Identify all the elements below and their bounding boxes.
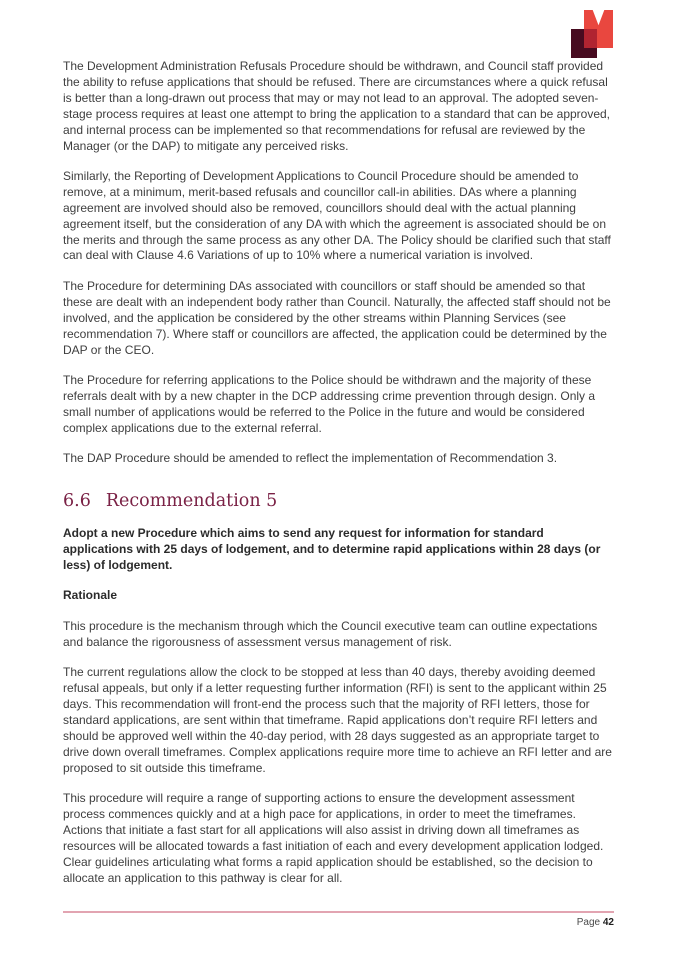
footer-divider [63,911,614,913]
recommendation-summary: Adopt a new Procedure which aims to send any request for information for standard applications with 25 days of lodgement, and to determine rapid applications within 28 days (or less) of lodgement. [63,525,601,572]
paragraph: The Procedure for referring applications to the Police should be withdrawn and the majority of these referrals dealt with by a new chapter in the DCP addressing crime prevention through design. Only a small number of applications would be referred to the Police in the future and would be considered complex applications due to the external referral. [63,372,596,435]
logo-overlap-square-icon [584,29,597,48]
paragraph: The Development Administration Refusals Procedure should be withdrawn, and Council staff provided the ability to refuse applications that should be refused. There are circumstances where a quick refusal is better than a long-drawn out process that may or may not lead to an approval. The adopted seven-stage process requires at least one attempt to bring the application to a standard that can be approved, and internal process can be implemented so that recommendations for refusal are reviewed by the Manager (or the DAP) to mitigate any perceived risks. [63,59,611,153]
paragraph: The current regulations allow the clock to be stopped at less than 40 days, thereby avoiding deemed refusal appeals, but only if a letter requesting further information (RFI) is sent to the applicant within 25 days. This recommendation will front-end the process such that the majority of RFI letters, those for standard applications, are sent within that timeframe. Rapid applications don’t require RFI letters and should be approved well within the 40-day period, with 28 days suggested as an appropriate target to drive down overall timeframes. Complex applications require more time to achieve an RFI letter and are proposed to sit outside this timeframe. [63,665,612,775]
paragraph: This procedure is the mechanism through which the Council executive team can outline expectations and balance the rigorousness of assessment versus management of risk. [63,619,598,649]
page-number-value: 42 [602,917,614,928]
rationale-label: Rationale [63,588,118,603]
paragraph: Similarly, the Reporting of Development Applications to Council Procedure should be amended to remove, at a minimum, merit-based refusals and councillor call-in abilities. DAs where a planning agreement are involved should also be removed, councillors should deal with the actual planning agreement itself, but the consideration of any DA with which the agreement is associated should be on the merits and through the same process as any other DA. The Policy should be clarified such that staff can deal with Clause 4.6 Variations of up to 10% where a numerical variation is involved. [63,168,611,263]
paragraph: The DAP Procedure should be amended to reflect the implementation of Recommendation 3. [63,451,558,466]
page-label: Page [576,917,601,928]
document-body [63,59,614,901]
page-number [577,917,614,928]
section-heading [63,490,614,512]
section-title: Recommendation 5 [105,490,278,511]
section-number: 6.6 [63,490,91,511]
paragraph: The Procedure for determining DAs associated with councillors or staff should be amended so that these are dealt with an independent body rather than Council. Naturally, the affected staff should not be involved, and the application be considered by the other streams within Planning Services (see recommendation 7). Where staff or councillors are affected, the application could be determined by the DAP or the CEO. [63,278,611,357]
paragraph: This procedure will require a range of supporting actions to ensure the development assessment process commences quickly and at a high pace for applications, in order to meet the timeframes. Actions that initiate a fast start for all applications will also assist in driving down all timeframes as resources will be allocated towards a fast initiation of each and every development application lodged. Clear guidelines articulating what forms a rapid application should be established, so the decision to allocate an application to this pathway is clear for all. [63,791,604,885]
